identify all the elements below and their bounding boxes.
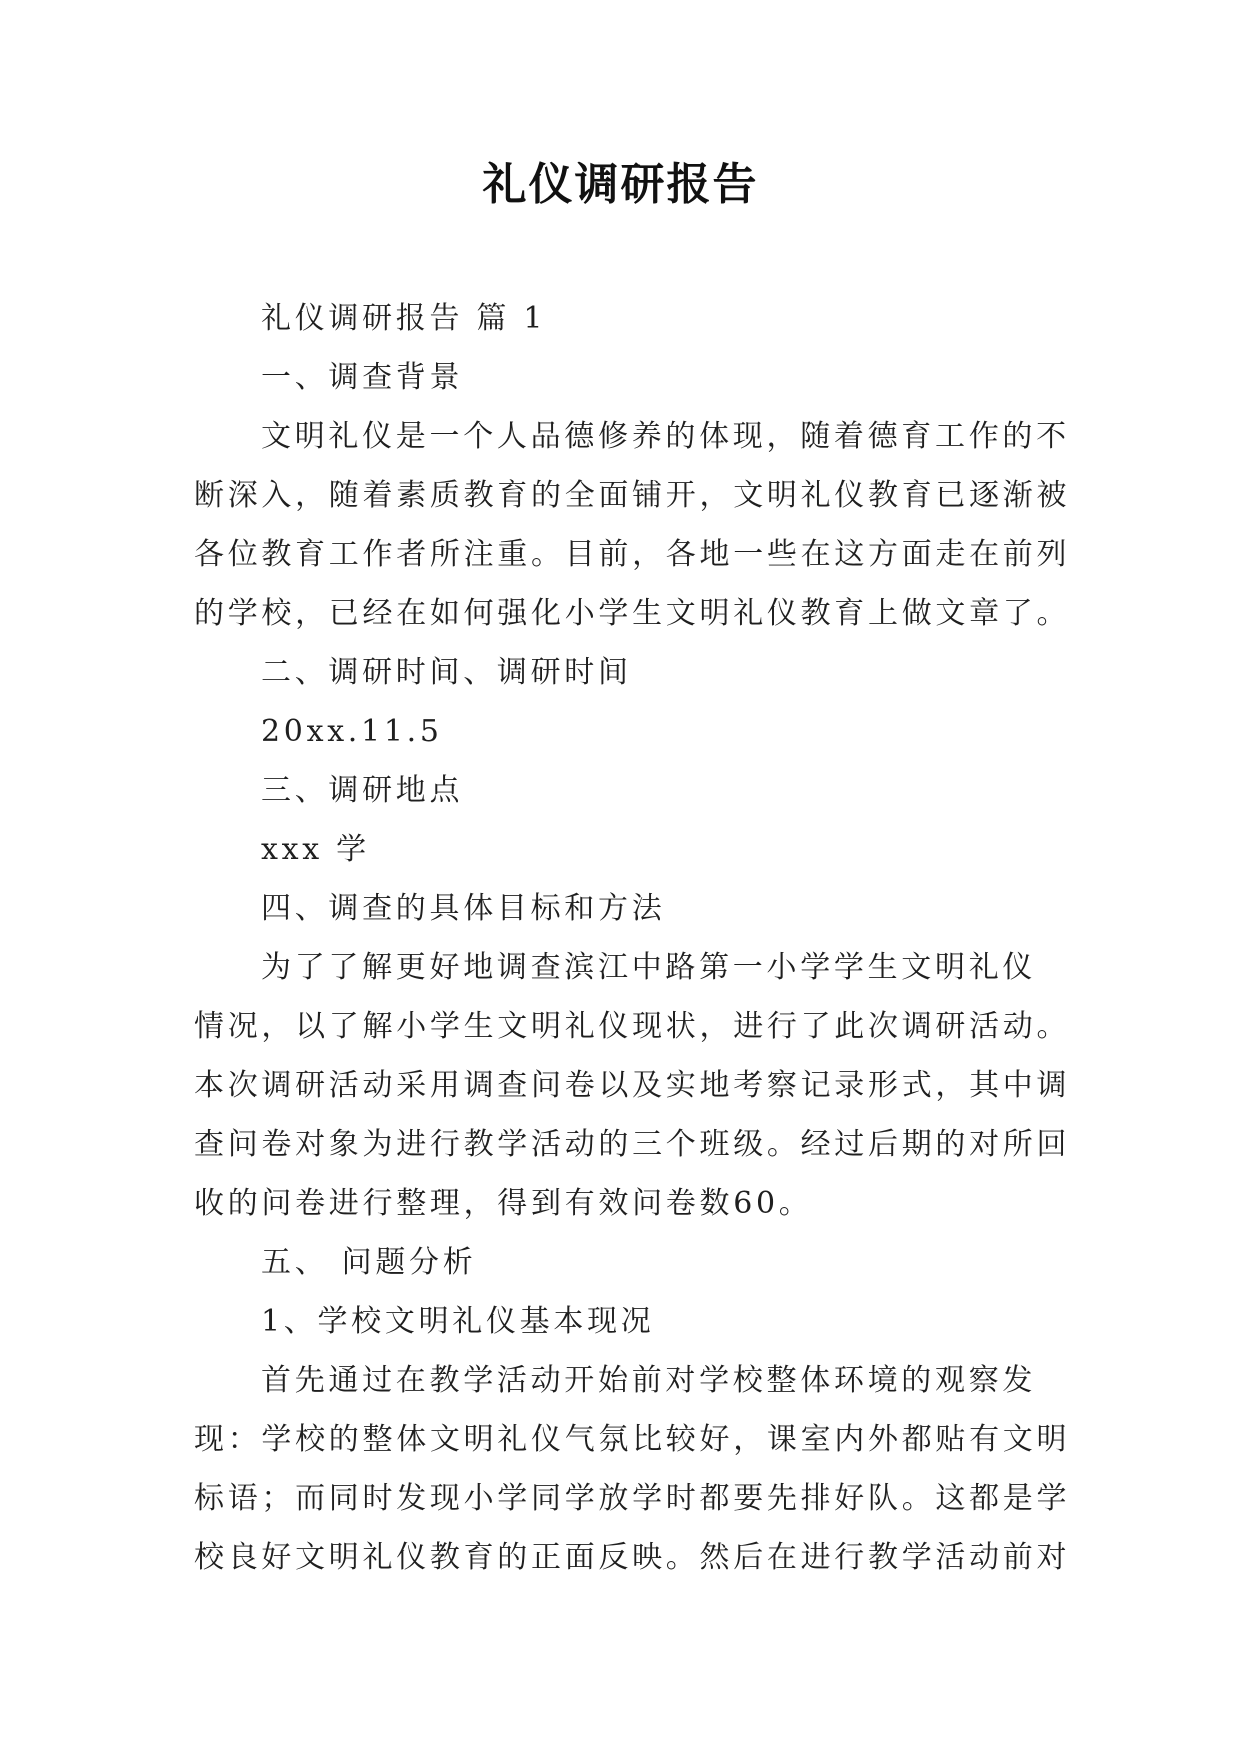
section-heading: 一、调查背景 [261,360,464,395]
section-heading: 二、调研时间、调研时间 [261,655,632,690]
section-heading: 四、调查的具体目标和方法 [261,891,666,926]
section-heading-paragraph [194,1292,1094,1351]
body-paragraph [194,1351,1094,1587]
body-paragraph [194,938,1094,1233]
body-line: 标语；而同时发现小学同学放学时都要先排好队。这都是学 [194,1481,1071,1516]
section-heading-paragraph [194,348,1094,407]
body-paragraph [194,407,1094,643]
section-heading-paragraph [194,761,1094,820]
section-heading-paragraph [194,643,1094,702]
section-heading: 礼仪调研报告 篇 1 [261,301,547,336]
section-heading: 三、调研地点 [261,773,464,808]
section-heading-paragraph [194,289,1094,348]
body-line: 情况，以了解小学生文明礼仪现状，进行了此次调研活动。 [194,1009,1071,1044]
body-line: 20xx.11.5 [261,714,443,749]
body-line: 首先通过在教学活动开始前对学校整体环境的观察发 [261,1363,1037,1398]
body-paragraph [194,820,1094,879]
section-heading: 五、 问题分析 [261,1245,477,1280]
body-line: 的学校，已经在如何强化小学生文明礼仪教育上做文章了。 [194,596,1071,631]
body-line: 为了了解更好地调查滨江中路第一小学学生文明礼仪 [261,950,1037,985]
section-heading-paragraph [194,879,1094,938]
body-line: 查问卷对象为进行教学活动的三个班级。经过后期的对所回 [194,1127,1071,1162]
document-body [194,289,1094,1587]
body-paragraph [194,702,1094,761]
document-title: 礼仪调研报告 [482,159,759,210]
body-line: 现：学校的整体文明礼仪气氛比较好，课室内外都贴有文明 [194,1422,1071,1457]
body-line: 文明礼仪是一个人品德修养的体现，随着德育工作的不 [261,419,1070,454]
body-line: 本次调研活动采用调查问卷以及实地考察记录形式，其中调 [194,1068,1071,1103]
body-line: 收的问卷进行整理，得到有效问卷数60。 [194,1186,813,1221]
body-line: 校良好文明礼仪教育的正面反映。然后在进行教学活动前对 [194,1540,1071,1575]
section-heading: 1、学校文明礼仪基本现况 [261,1304,655,1339]
body-line: xxx 学 [261,832,370,867]
section-heading-paragraph [194,1233,1094,1292]
body-line: 断深入，随着素质教育的全面铺开，文明礼仪教育已逐渐被 [194,478,1071,513]
body-line: 各位教育工作者所注重。目前，各地一些在这方面走在前列 [194,537,1071,572]
